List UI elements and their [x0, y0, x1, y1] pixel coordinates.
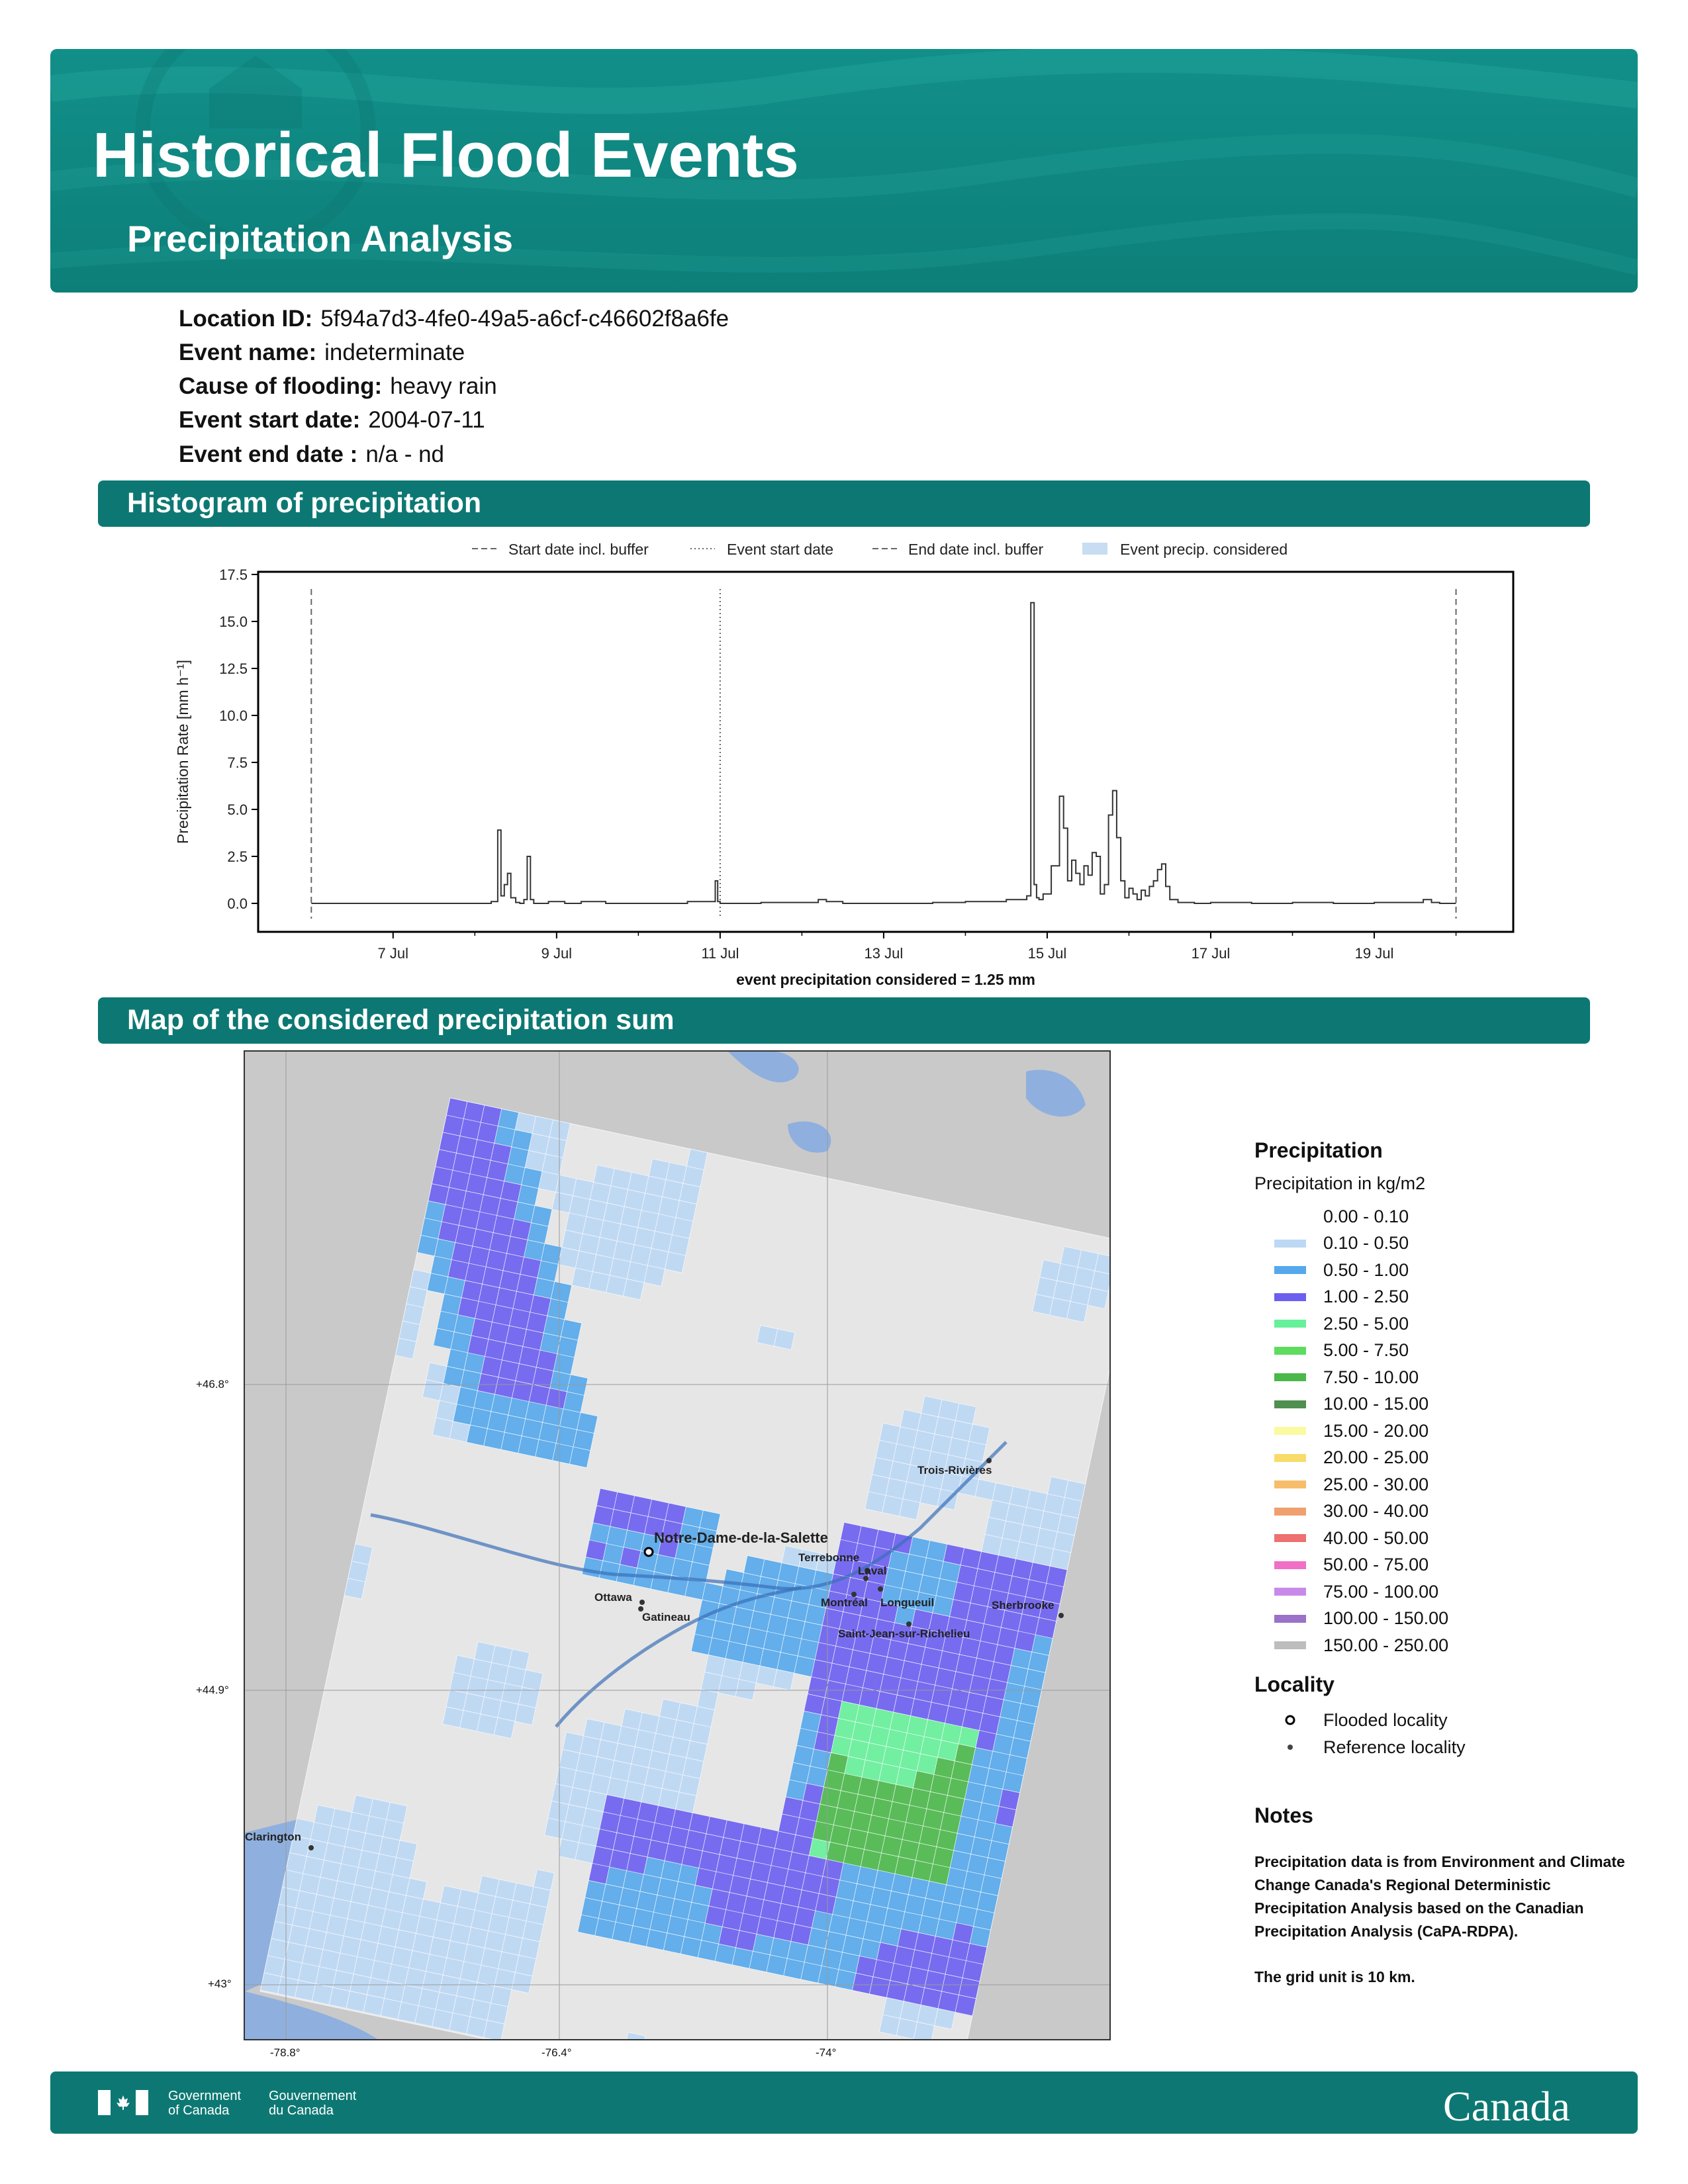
x-tick-label: 15 Jul [1027, 945, 1067, 962]
legend-item [1254, 1552, 1625, 1579]
legend-item [1254, 1338, 1625, 1365]
reference-locality-marker [906, 1621, 912, 1627]
legend-item [1254, 1257, 1625, 1284]
info-value: 5f94a7d3-4fe0-49a5-a6cf-c46602f8a6fe [320, 306, 729, 332]
info-label: Event start date: [179, 407, 361, 433]
x-tick-label: 17 Jul [1191, 945, 1231, 962]
legend-label: End date incl. buffer [908, 541, 1044, 558]
legend-item [1254, 1203, 1625, 1230]
legend-label: 150.00 - 250.00 [1323, 1635, 1449, 1655]
section-bar-histogram [98, 480, 1590, 527]
flooded-locality-label: Notre-Dame-de-la-Salette [654, 1529, 828, 1546]
legend-swatch [1274, 1534, 1306, 1542]
info-event-name [179, 340, 465, 366]
reservoir-north [728, 1052, 799, 1082]
x-tick-label: 7 Jul [377, 945, 409, 962]
locality-label: Gatineau [642, 1611, 690, 1623]
legend-label: Event start date [727, 541, 834, 558]
grid-cell [344, 1578, 365, 1599]
footer [50, 2071, 1638, 2134]
notes-grid: The grid unit is 10 km. [1254, 1968, 1415, 1985]
y-tick-label: 17.5 [219, 567, 248, 583]
legend-label: 1.00 - 2.50 [1323, 1287, 1409, 1307]
lon-label: -76.4° [541, 2046, 572, 2059]
precipitation-histogram [165, 529, 1556, 993]
legend-label: 2.50 - 5.00 [1323, 1313, 1409, 1334]
legend-reference [1254, 1734, 1625, 1761]
grid-cell [515, 1704, 536, 1725]
legend-flooded [1254, 1707, 1625, 1735]
canada-flag-icon [98, 2090, 148, 2115]
legend-swatch [1274, 1641, 1306, 1649]
legend-swatch [1274, 1454, 1306, 1462]
legend-swatch [1274, 1480, 1306, 1488]
legend-item [1254, 1445, 1625, 1472]
gov-en [168, 2089, 241, 2118]
y-tick-label: 5.0 [227, 801, 248, 818]
legend-item [1254, 1525, 1625, 1552]
info-label: Event name: [179, 340, 317, 365]
legend-label: Flooded locality [1323, 1710, 1448, 1731]
info-value: n/a - nd [365, 441, 445, 467]
legend-label: 50.00 - 75.00 [1323, 1555, 1429, 1575]
grid-cell [644, 1265, 665, 1286]
section-title: Map of the considered precipitation sum [127, 1004, 675, 1036]
grid-cell [512, 1972, 532, 1993]
lake-northeast [1026, 1069, 1086, 1116]
legend-swatch [1274, 1373, 1306, 1381]
legend-label: 75.00 - 100.00 [1323, 1581, 1439, 1602]
legend-swatch [1274, 1266, 1306, 1274]
legend-swatch [1274, 1588, 1306, 1596]
locality-label: Sherbrooke [992, 1599, 1055, 1612]
legend-item [1254, 1284, 1625, 1311]
notes-title: Notes [1254, 1803, 1313, 1827]
lat-label: +46.8° [196, 1378, 229, 1390]
y-tick-label: 12.5 [219, 660, 248, 677]
legend-swatch [1274, 1400, 1306, 1408]
legend-swatch [1274, 1615, 1306, 1623]
legend-label: 0.50 - 1.00 [1323, 1259, 1409, 1280]
legend-label: 40.00 - 50.00 [1323, 1527, 1429, 1548]
grid-cell [395, 1338, 416, 1359]
legend-label: 10.00 - 15.00 [1323, 1394, 1429, 1414]
flooded-locality-marker [645, 1548, 653, 1556]
lat-label: +43° [208, 1978, 232, 1990]
info-label: Cause of flooding: [179, 373, 383, 399]
gov-en-line: of Canada [168, 2103, 230, 2118]
grid-cell [774, 1329, 794, 1349]
info-start-date [179, 407, 485, 433]
reference-locality-marker [1058, 1613, 1064, 1618]
info-cause [179, 373, 497, 400]
legend-swatch-event-precip [1082, 543, 1107, 555]
y-axis [219, 567, 258, 912]
grid-cell [569, 1447, 590, 1467]
grid-cell [773, 1670, 794, 1690]
page-title: Historical Flood Events [93, 120, 799, 191]
legend-label: 0.10 - 0.50 [1323, 1233, 1409, 1253]
locality-label: Clarington [245, 1831, 301, 1843]
legend-swatch [1274, 1212, 1306, 1220]
map-legend [1254, 1138, 1625, 1989]
legend-swatch [1274, 1240, 1306, 1248]
grid-cell [899, 1499, 919, 1520]
canada-wordmark: Canada [1443, 2083, 1570, 2130]
locality-label: Terrebonne [798, 1551, 860, 1564]
section-bar-map [98, 997, 1590, 1044]
legend-item [1254, 1578, 1625, 1606]
legend-label: Event precip. considered [1120, 541, 1288, 558]
info-value: heavy rain [390, 373, 497, 399]
legend-item [1254, 1471, 1625, 1498]
legend-item [1254, 1364, 1625, 1391]
legend-swatch [1274, 1347, 1306, 1355]
locality-label: Laval [858, 1565, 887, 1577]
locality-label: Saint-Jean-sur-Richelieu [838, 1627, 970, 1640]
info-value: indeterminate [324, 340, 465, 365]
legend-item [1254, 1418, 1625, 1445]
y-axis-label: Precipitation Rate [mm h⁻¹] [174, 659, 191, 844]
legend-swatch [1274, 1508, 1306, 1516]
legend-item [1254, 1632, 1625, 1659]
grid-cell [955, 1995, 976, 2015]
reference-locality-marker [308, 1845, 314, 1850]
x-tick-label: 19 Jul [1354, 945, 1394, 962]
lat-label: +44.9° [196, 1684, 229, 1696]
legend-swatch [1274, 1293, 1306, 1301]
legend-label: 5.00 - 7.50 [1323, 1340, 1409, 1361]
info-label: Event end date : [179, 441, 358, 467]
legend-label: 25.00 - 30.00 [1323, 1474, 1429, 1494]
x-axis-label: event precipitation considered = 1.25 mm [736, 971, 1035, 988]
flooded-marker-icon [1274, 1710, 1306, 1731]
grid-cell [494, 1717, 514, 1738]
page-subtitle: Precipitation Analysis [127, 218, 513, 259]
x-tick-label: 9 Jul [541, 945, 573, 962]
precipitation-map [244, 1050, 1111, 2040]
x-axis [378, 932, 1456, 962]
legend-label: 30.00 - 40.00 [1323, 1501, 1429, 1522]
y-tick-label: 2.5 [227, 848, 248, 865]
legend-item [1254, 1606, 1625, 1633]
y-tick-label: 15.0 [219, 614, 248, 630]
legend-item [1254, 1498, 1625, 1525]
locality-label: Montréal [821, 1596, 868, 1609]
locality-label: Ottawa [594, 1591, 632, 1604]
notes-text: Precipitation data is from Environment and Climate Change Canada's Regional Deterministic Precipitation Analysis based on the Canadian Precipitation Analysis (CaPA-RDPA). [1254, 1852, 1625, 1940]
y-tick-label: 10.0 [219, 707, 248, 724]
legend-swatch [1274, 1427, 1306, 1435]
info-label: Location ID: [179, 306, 313, 332]
legend-item [1254, 1230, 1625, 1257]
legend-items [1254, 1203, 1625, 1659]
reference-locality-marker [878, 1586, 883, 1592]
legend-label: 100.00 - 150.00 [1323, 1608, 1449, 1629]
legend-label: Reference locality [1323, 1737, 1466, 1757]
grid-cell [1067, 1302, 1088, 1322]
reference-marker-icon [1274, 1737, 1306, 1758]
gov-fr [269, 2089, 356, 2118]
grid-cell [483, 2021, 504, 2039]
legend-title: Precipitation [1254, 1138, 1383, 1162]
locality-label: Trois-Rivières [917, 1464, 992, 1477]
legend-label: Start date incl. buffer [508, 541, 649, 558]
grid-cell [1088, 1288, 1108, 1308]
grid-cell [623, 1279, 643, 1299]
x-tick-label: 13 Jul [864, 945, 904, 962]
legend-swatch [1274, 1320, 1306, 1328]
lon-label: -78.8° [270, 2046, 301, 2059]
legend-item [1254, 1310, 1625, 1338]
map-canvas [245, 1052, 1109, 2039]
y-tick-label: 0.0 [227, 895, 248, 912]
gov-fr-line: Gouvernement [269, 2089, 357, 2103]
lon-label: -74° [816, 2046, 837, 2059]
grid-cell [735, 1679, 756, 1700]
legend-item [1254, 1391, 1625, 1418]
info-end-date [179, 441, 444, 468]
y-tick-label: 7.5 [227, 754, 248, 771]
x-tick-label: 11 Jul [701, 945, 739, 962]
legend-label: 20.00 - 25.00 [1323, 1447, 1429, 1468]
section-title: Histogram of precipitation [127, 487, 482, 519]
reference-locality-marker [986, 1458, 992, 1463]
lake-north-2 [788, 1122, 831, 1153]
legend-label: 7.50 - 10.00 [1323, 1367, 1419, 1387]
locality-legend-title: Locality [1254, 1672, 1335, 1696]
plot-area [258, 572, 1513, 932]
info-location-id [179, 306, 729, 332]
chart-legend [472, 541, 1288, 558]
gov-fr-line: du Canada [269, 2103, 334, 2118]
legend-subtitle: Precipitation in kg/m2 [1254, 1173, 1426, 1193]
legend-label: 0.00 - 0.10 [1323, 1206, 1409, 1226]
info-value: 2004-07-11 [368, 407, 485, 433]
locality-label: Longueuil [880, 1596, 935, 1609]
gov-en-line: Government [168, 2089, 242, 2103]
legend-label: 15.00 - 20.00 [1323, 1420, 1429, 1441]
analysis-grid [260, 1098, 1109, 2039]
grid-cell [935, 2009, 955, 2029]
legend-swatch [1274, 1561, 1306, 1569]
grid-cell [665, 1252, 685, 1273]
reference-locality-marker [639, 1600, 645, 1605]
